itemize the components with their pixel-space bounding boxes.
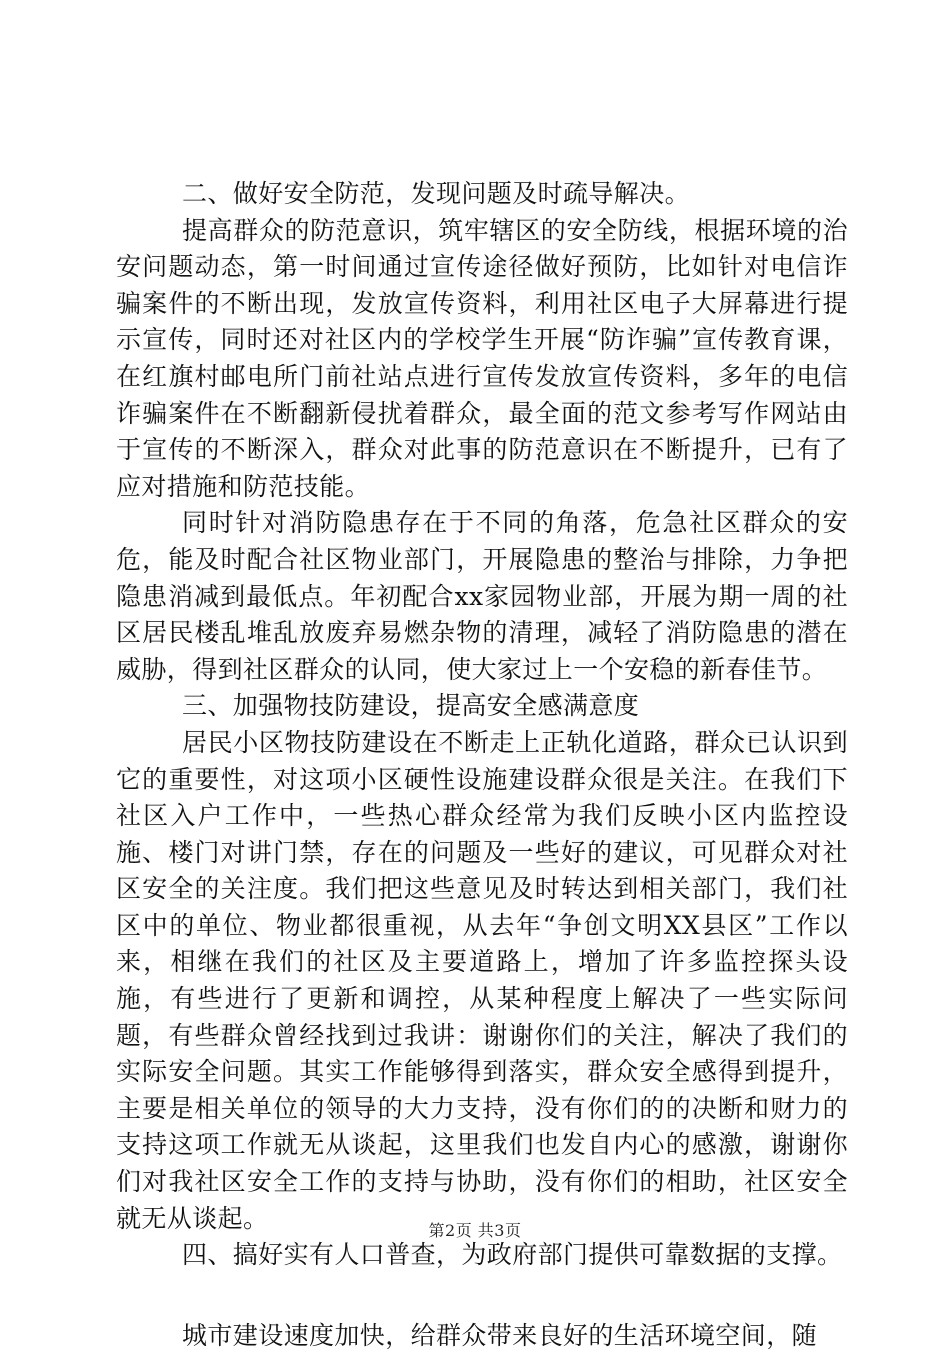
body-paragraph: 提高群众的防范意识，筑牢辖区的安全防线，根据环境的治安问题动态，第一时间通过宣传途径做好预防，比如针对电信诈骗案件的不断出现，发放宣传资料，利用社区电子大屏幕进行提示宣传，同时还对社区内的学校学生开展“防诈骗”宣传教育课，在红旗村邮电所门前社站点进行宣传发放宣传资料，多年的电信诈骗案件在不断翻新侵扰着群众，最全面的范文参考写作网站由于宣传的不断深入，群众对此事的防范意识在不断提升，已有了应对措施和防范技能。 <box>116 215 848 501</box>
body-paragraph: 同时针对消防隐患存在于不同的角落，危急社区群众的安危，能及时配合社区物业部门，开展隐患的整治与排除，力争把隐患消减到最低点。年初配合xx家园物业部，开展为期一周的社区居民楼乱堆乱放废弃易燃杂物的清理，减轻了消防隐患的潜在威胁，得到社区群众的认同，使大家过上一个安稳的新春佳节。 <box>116 508 848 684</box>
document-body <box>116 176 848 1354</box>
section-heading-3: 三、加强物技防建设，提高安全感满意度 <box>182 691 640 721</box>
body-paragraph: 城市建设速度加快，给群众带来良好的生活环境空间，随 <box>182 1320 818 1350</box>
section-heading-2: 二、做好安全防范，发现问题及时疏导解决。 <box>182 179 691 208</box>
page-number-footer: 第2页 共3页 <box>428 1221 522 1240</box>
body-paragraph: 居民小区物技防建设在不断走上正轨化道路，群众已认识到它的重要性，对这项小区硬性设施建设群众很是关注。在我们下社区入户工作中，一些热心群众经常为我们反映小区内监控设施、楼门对讲门禁，存在的问题及一些好的建议，可见群众对社区安全的关注度。我们把这些意见及时转达到相关部门，我们社区中的单位、物业都很重视，从去年“争创文明XX县区”工作以来，相继在我们的社区及主要道路上，增加了许多监控探头设施，有些进行了更新和调控，从某种程度上解决了一些实际问题，有些群众曾经找到过我讲：谢谢你们的关注，解决了我们的实际安全问题。其实工作能够得到落实，群众安全感得到提升，主要是相关单位的领导的大力支持，没有你们的的决断和财力的支持这项工作就无从谈起，这里我们也发自内心的感激，谢谢你们对我社区安全工作的支持与协助，没有你们的相助，社区安全就无从谈起。 <box>116 727 848 1233</box>
section-heading-4: 四、搞好实有人口普查，为政府部门提供可靠数据的支撑。 <box>182 1240 843 1270</box>
